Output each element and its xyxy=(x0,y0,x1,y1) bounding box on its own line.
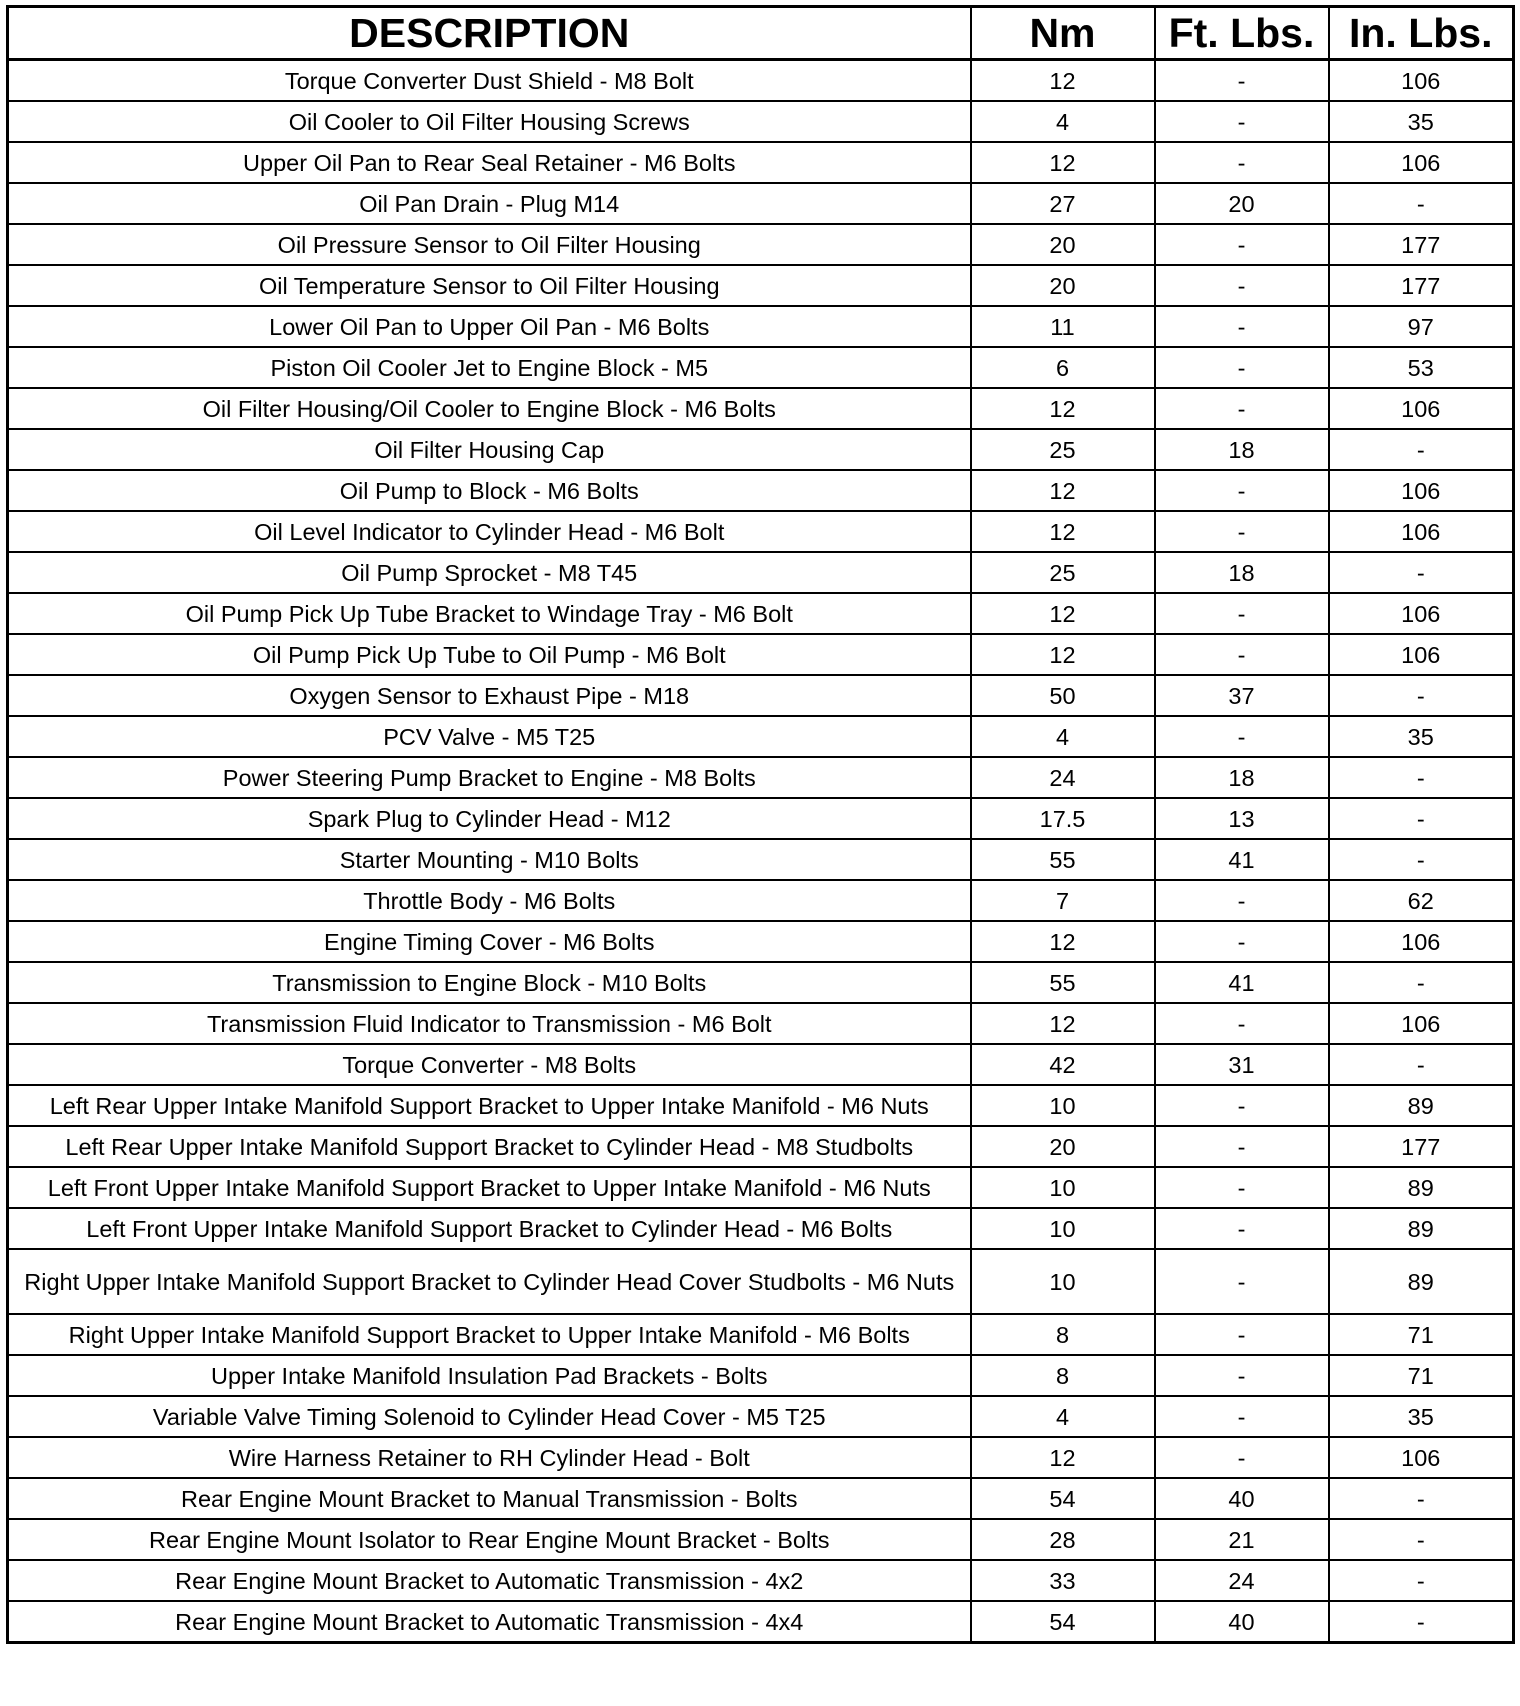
cell-nm: 54 xyxy=(971,1601,1155,1643)
cell-in-lbs: - xyxy=(1329,183,1514,224)
cell-ft-lbs: 41 xyxy=(1155,962,1329,1003)
cell-ft-lbs: 41 xyxy=(1155,839,1329,880)
header-row xyxy=(8,7,1514,60)
cell-ft-lbs: - xyxy=(1155,1396,1329,1437)
cell-description: Torque Converter Dust Shield - M8 Bolt xyxy=(8,60,971,102)
cell-description: Upper Oil Pan to Rear Seal Retainer - M6 Bolts xyxy=(8,142,971,183)
table-row xyxy=(8,552,1514,593)
table-row xyxy=(8,798,1514,839)
cell-ft-lbs: - xyxy=(1155,1314,1329,1355)
cell-in-lbs: - xyxy=(1329,839,1514,880)
cell-nm: 12 xyxy=(971,142,1155,183)
table-row xyxy=(8,1126,1514,1167)
cell-ft-lbs: - xyxy=(1155,634,1329,675)
cell-description: Spark Plug to Cylinder Head - M12 xyxy=(8,798,971,839)
cell-description: Oil Level Indicator to Cylinder Head - M6 Bolt xyxy=(8,511,971,552)
table-row xyxy=(8,1003,1514,1044)
cell-in-lbs: 106 xyxy=(1329,388,1514,429)
cell-nm: 12 xyxy=(971,388,1155,429)
table-row xyxy=(8,839,1514,880)
cell-nm: 11 xyxy=(971,306,1155,347)
cell-ft-lbs: - xyxy=(1155,716,1329,757)
cell-nm: 20 xyxy=(971,265,1155,306)
cell-nm: 27 xyxy=(971,183,1155,224)
cell-description: Wire Harness Retainer to RH Cylinder Head - Bolt xyxy=(8,1437,971,1478)
cell-in-lbs: - xyxy=(1329,757,1514,798)
cell-in-lbs: 35 xyxy=(1329,716,1514,757)
cell-description: Left Rear Upper Intake Manifold Support Bracket to Upper Intake Manifold - M6 Nuts xyxy=(8,1085,971,1126)
cell-nm: 12 xyxy=(971,593,1155,634)
cell-description: Transmission Fluid Indicator to Transmission - M6 Bolt xyxy=(8,1003,971,1044)
cell-ft-lbs: - xyxy=(1155,1437,1329,1478)
table-row xyxy=(8,962,1514,1003)
table-row xyxy=(8,265,1514,306)
cell-in-lbs: 106 xyxy=(1329,511,1514,552)
cell-in-lbs: 106 xyxy=(1329,470,1514,511)
cell-description: Power Steering Pump Bracket to Engine - M8 Bolts xyxy=(8,757,971,798)
cell-nm: 42 xyxy=(971,1044,1155,1085)
table-row xyxy=(8,511,1514,552)
cell-description: Oil Filter Housing/Oil Cooler to Engine Block - M6 Bolts xyxy=(8,388,971,429)
cell-ft-lbs: - xyxy=(1155,224,1329,265)
cell-description: Transmission to Engine Block - M10 Bolts xyxy=(8,962,971,1003)
cell-description: Oxygen Sensor to Exhaust Pipe - M18 xyxy=(8,675,971,716)
table-row xyxy=(8,1249,1514,1314)
cell-in-lbs: - xyxy=(1329,1601,1514,1643)
cell-in-lbs: - xyxy=(1329,1044,1514,1085)
table-row xyxy=(8,470,1514,511)
torque-spec-table xyxy=(6,5,1515,1644)
cell-nm: 8 xyxy=(971,1314,1155,1355)
cell-in-lbs: 53 xyxy=(1329,347,1514,388)
cell-nm: 4 xyxy=(971,1396,1155,1437)
cell-ft-lbs: - xyxy=(1155,1003,1329,1044)
cell-ft-lbs: - xyxy=(1155,1085,1329,1126)
cell-nm: 4 xyxy=(971,716,1155,757)
cell-in-lbs: - xyxy=(1329,798,1514,839)
cell-ft-lbs: - xyxy=(1155,1126,1329,1167)
table-row xyxy=(8,716,1514,757)
cell-in-lbs: 71 xyxy=(1329,1314,1514,1355)
cell-ft-lbs: - xyxy=(1155,347,1329,388)
table-body xyxy=(8,60,1514,1643)
cell-ft-lbs: - xyxy=(1155,921,1329,962)
cell-nm: 17.5 xyxy=(971,798,1155,839)
cell-description: Starter Mounting - M10 Bolts xyxy=(8,839,971,880)
cell-nm: 55 xyxy=(971,839,1155,880)
cell-ft-lbs: - xyxy=(1155,880,1329,921)
cell-ft-lbs: - xyxy=(1155,1167,1329,1208)
table-row xyxy=(8,1478,1514,1519)
cell-ft-lbs: 20 xyxy=(1155,183,1329,224)
table-row xyxy=(8,429,1514,470)
cell-ft-lbs: - xyxy=(1155,306,1329,347)
table-row xyxy=(8,593,1514,634)
table-row xyxy=(8,224,1514,265)
table-row xyxy=(8,1314,1514,1355)
cell-description: Rear Engine Mount Isolator to Rear Engine Mount Bracket - Bolts xyxy=(8,1519,971,1560)
table-row xyxy=(8,1208,1514,1249)
cell-ft-lbs: 21 xyxy=(1155,1519,1329,1560)
cell-description: Oil Pump to Block - M6 Bolts xyxy=(8,470,971,511)
cell-description: Oil Pump Sprocket - M8 T45 xyxy=(8,552,971,593)
cell-nm: 10 xyxy=(971,1249,1155,1314)
cell-description: Rear Engine Mount Bracket to Manual Transmission - Bolts xyxy=(8,1478,971,1519)
table-row xyxy=(8,634,1514,675)
cell-description: Oil Filter Housing Cap xyxy=(8,429,971,470)
table-row xyxy=(8,183,1514,224)
cell-description: Piston Oil Cooler Jet to Engine Block - M5 xyxy=(8,347,971,388)
cell-in-lbs: 35 xyxy=(1329,1396,1514,1437)
cell-ft-lbs: 40 xyxy=(1155,1478,1329,1519)
cell-description: Lower Oil Pan to Upper Oil Pan - M6 Bolts xyxy=(8,306,971,347)
cell-ft-lbs: - xyxy=(1155,101,1329,142)
table-row xyxy=(8,306,1514,347)
cell-ft-lbs: - xyxy=(1155,1355,1329,1396)
cell-description: Variable Valve Timing Solenoid to Cylinder Head Cover - M5 T25 xyxy=(8,1396,971,1437)
cell-in-lbs: 106 xyxy=(1329,142,1514,183)
cell-in-lbs: - xyxy=(1329,1519,1514,1560)
table-row xyxy=(8,1560,1514,1601)
cell-ft-lbs: 18 xyxy=(1155,429,1329,470)
table-row xyxy=(8,1167,1514,1208)
table-row xyxy=(8,1519,1514,1560)
cell-description: Right Upper Intake Manifold Support Bracket to Upper Intake Manifold - M6 Bolts xyxy=(8,1314,971,1355)
cell-nm: 20 xyxy=(971,1126,1155,1167)
cell-nm: 4 xyxy=(971,101,1155,142)
cell-nm: 10 xyxy=(971,1167,1155,1208)
table-row xyxy=(8,1601,1514,1643)
cell-in-lbs: 177 xyxy=(1329,265,1514,306)
cell-description: Oil Cooler to Oil Filter Housing Screws xyxy=(8,101,971,142)
cell-ft-lbs: 31 xyxy=(1155,1044,1329,1085)
cell-nm: 25 xyxy=(971,429,1155,470)
cell-ft-lbs: 37 xyxy=(1155,675,1329,716)
table-row xyxy=(8,1044,1514,1085)
cell-in-lbs: - xyxy=(1329,429,1514,470)
cell-in-lbs: 89 xyxy=(1329,1208,1514,1249)
table-row xyxy=(8,1355,1514,1396)
cell-ft-lbs: - xyxy=(1155,1249,1329,1314)
cell-in-lbs: 97 xyxy=(1329,306,1514,347)
cell-nm: 25 xyxy=(971,552,1155,593)
cell-description: Oil Pump Pick Up Tube Bracket to Windage Tray - M6 Bolt xyxy=(8,593,971,634)
cell-ft-lbs: 40 xyxy=(1155,1601,1329,1643)
cell-nm: 12 xyxy=(971,1437,1155,1478)
table-row xyxy=(8,921,1514,962)
cell-description: Left Rear Upper Intake Manifold Support Bracket to Cylinder Head - M8 Studbolts xyxy=(8,1126,971,1167)
cell-description: Oil Pan Drain - Plug M14 xyxy=(8,183,971,224)
cell-description: Torque Converter - M8 Bolts xyxy=(8,1044,971,1085)
cell-in-lbs: - xyxy=(1329,1478,1514,1519)
cell-ft-lbs: - xyxy=(1155,511,1329,552)
table-row xyxy=(8,675,1514,716)
table-row xyxy=(8,1085,1514,1126)
cell-description: Oil Temperature Sensor to Oil Filter Housing xyxy=(8,265,971,306)
cell-ft-lbs: 18 xyxy=(1155,757,1329,798)
table-row xyxy=(8,1437,1514,1478)
table-row xyxy=(8,101,1514,142)
cell-in-lbs: 177 xyxy=(1329,1126,1514,1167)
cell-ft-lbs: - xyxy=(1155,1208,1329,1249)
cell-ft-lbs: - xyxy=(1155,142,1329,183)
cell-ft-lbs: 24 xyxy=(1155,1560,1329,1601)
cell-nm: 55 xyxy=(971,962,1155,1003)
cell-in-lbs: - xyxy=(1329,962,1514,1003)
table-row xyxy=(8,880,1514,921)
cell-in-lbs: 89 xyxy=(1329,1249,1514,1314)
table-row xyxy=(8,757,1514,798)
cell-nm: 7 xyxy=(971,880,1155,921)
cell-nm: 12 xyxy=(971,511,1155,552)
cell-nm: 12 xyxy=(971,60,1155,102)
cell-nm: 8 xyxy=(971,1355,1155,1396)
cell-ft-lbs: - xyxy=(1155,593,1329,634)
cell-ft-lbs: - xyxy=(1155,388,1329,429)
cell-nm: 12 xyxy=(971,470,1155,511)
cell-ft-lbs: 13 xyxy=(1155,798,1329,839)
cell-in-lbs: - xyxy=(1329,675,1514,716)
cell-nm: 54 xyxy=(971,1478,1155,1519)
cell-nm: 10 xyxy=(971,1208,1155,1249)
cell-in-lbs: 89 xyxy=(1329,1167,1514,1208)
cell-nm: 24 xyxy=(971,757,1155,798)
table-row xyxy=(8,60,1514,102)
header-nm: Nm xyxy=(971,7,1155,60)
table-row xyxy=(8,1396,1514,1437)
cell-nm: 20 xyxy=(971,224,1155,265)
cell-description: Engine Timing Cover - M6 Bolts xyxy=(8,921,971,962)
cell-nm: 33 xyxy=(971,1560,1155,1601)
cell-in-lbs: 89 xyxy=(1329,1085,1514,1126)
cell-in-lbs: 62 xyxy=(1329,880,1514,921)
cell-description: Left Front Upper Intake Manifold Support Bracket to Cylinder Head - M6 Bolts xyxy=(8,1208,971,1249)
cell-nm: 28 xyxy=(971,1519,1155,1560)
cell-description: PCV Valve - M5 T25 xyxy=(8,716,971,757)
cell-ft-lbs: - xyxy=(1155,470,1329,511)
cell-description: Rear Engine Mount Bracket to Automatic Transmission - 4x4 xyxy=(8,1601,971,1643)
cell-nm: 12 xyxy=(971,634,1155,675)
cell-ft-lbs: - xyxy=(1155,265,1329,306)
table-row xyxy=(8,142,1514,183)
cell-in-lbs: 106 xyxy=(1329,60,1514,102)
cell-description: Throttle Body - M6 Bolts xyxy=(8,880,971,921)
cell-in-lbs: 106 xyxy=(1329,634,1514,675)
cell-description: Right Upper Intake Manifold Support Bracket to Cylinder Head Cover Studbolts - M6 Nuts xyxy=(8,1249,971,1314)
cell-in-lbs: 35 xyxy=(1329,101,1514,142)
cell-nm: 50 xyxy=(971,675,1155,716)
cell-in-lbs: - xyxy=(1329,1560,1514,1601)
cell-description: Oil Pressure Sensor to Oil Filter Housing xyxy=(8,224,971,265)
cell-nm: 12 xyxy=(971,921,1155,962)
cell-ft-lbs: 18 xyxy=(1155,552,1329,593)
cell-nm: 6 xyxy=(971,347,1155,388)
header-description: DESCRIPTION xyxy=(8,7,971,60)
cell-in-lbs: - xyxy=(1329,552,1514,593)
header-ft-lbs: Ft. Lbs. xyxy=(1155,7,1329,60)
cell-nm: 10 xyxy=(971,1085,1155,1126)
cell-in-lbs: 106 xyxy=(1329,1003,1514,1044)
cell-in-lbs: 106 xyxy=(1329,593,1514,634)
cell-description: Left Front Upper Intake Manifold Support Bracket to Upper Intake Manifold - M6 Nuts xyxy=(8,1167,971,1208)
cell-description: Rear Engine Mount Bracket to Automatic Transmission - 4x2 xyxy=(8,1560,971,1601)
table-row xyxy=(8,347,1514,388)
header-in-lbs: In. Lbs. xyxy=(1329,7,1514,60)
cell-description: Upper Intake Manifold Insulation Pad Brackets - Bolts xyxy=(8,1355,971,1396)
table-row xyxy=(8,388,1514,429)
cell-in-lbs: 177 xyxy=(1329,224,1514,265)
cell-ft-lbs: - xyxy=(1155,60,1329,102)
cell-nm: 12 xyxy=(971,1003,1155,1044)
cell-description: Oil Pump Pick Up Tube to Oil Pump - M6 Bolt xyxy=(8,634,971,675)
cell-in-lbs: 106 xyxy=(1329,921,1514,962)
cell-in-lbs: 106 xyxy=(1329,1437,1514,1478)
cell-in-lbs: 71 xyxy=(1329,1355,1514,1396)
